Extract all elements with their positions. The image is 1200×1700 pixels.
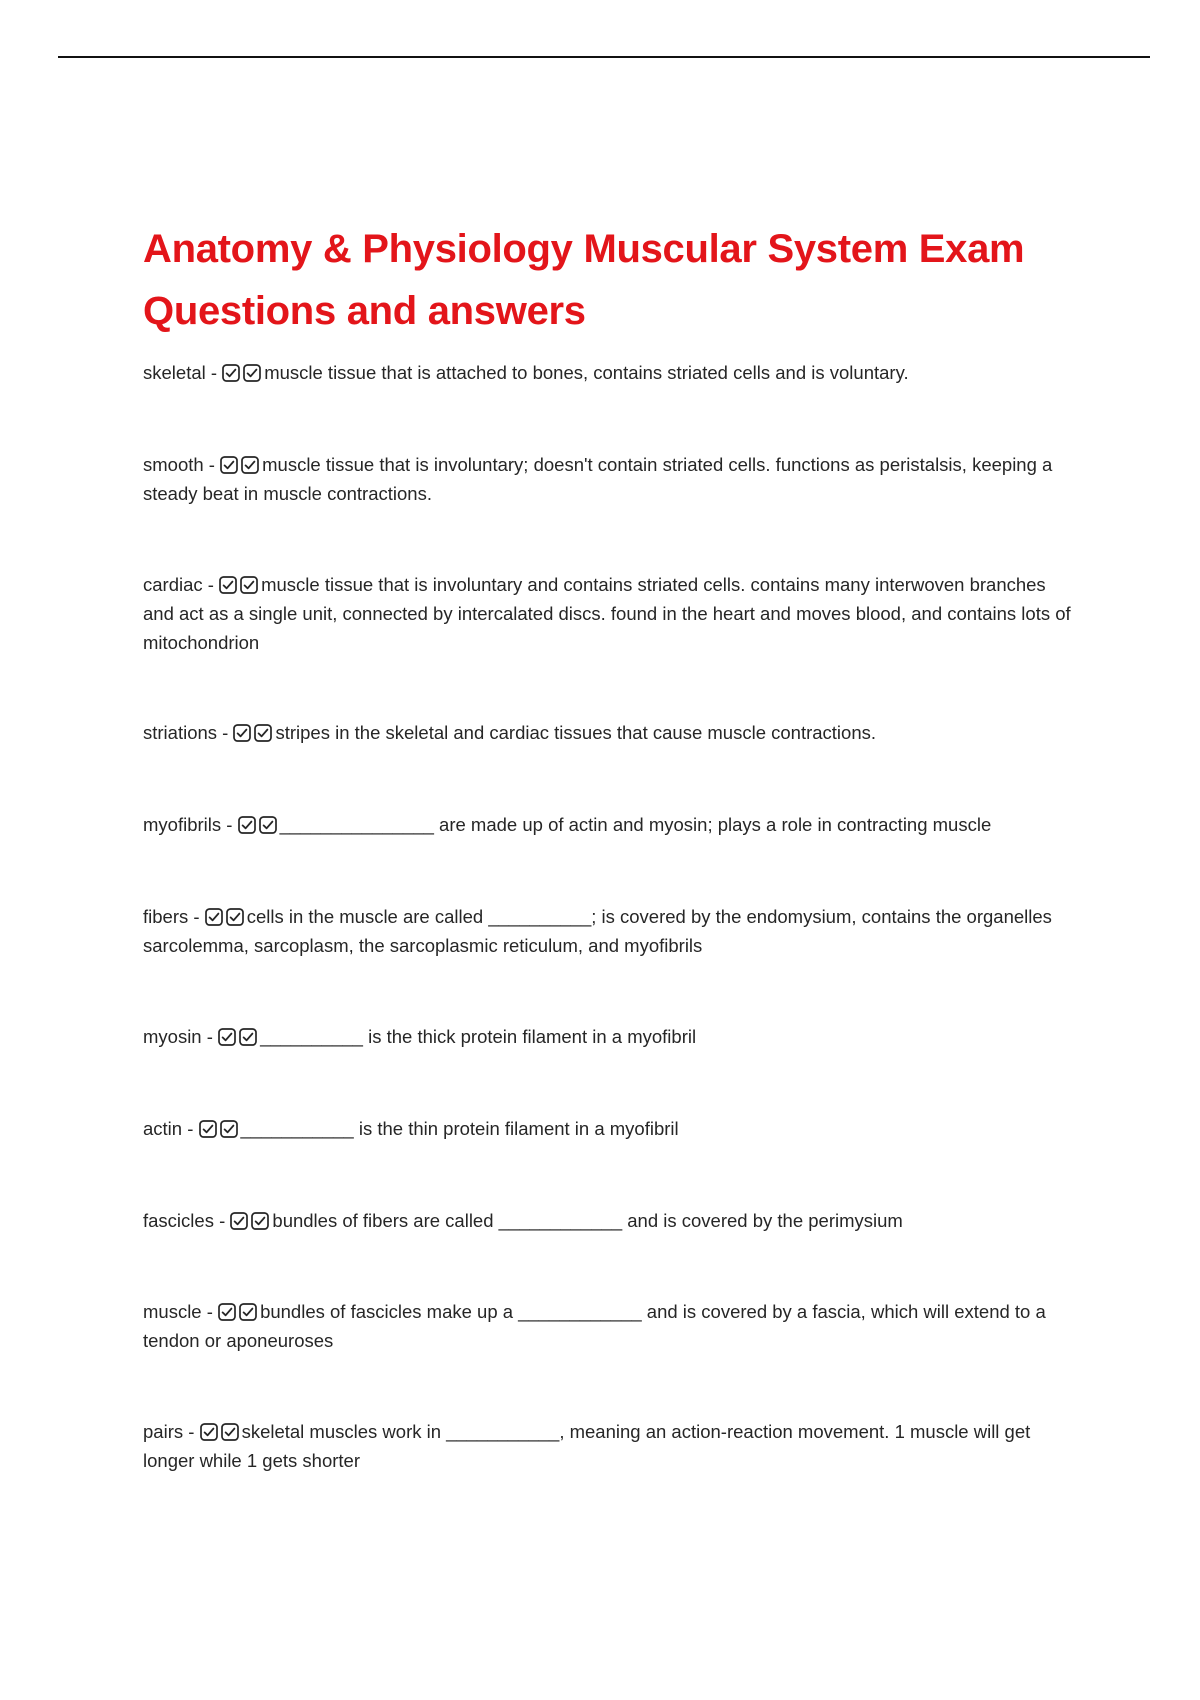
check-pair bbox=[205, 902, 247, 931]
checkbox-checked-icon bbox=[200, 1423, 218, 1441]
qa-separator: - bbox=[203, 454, 221, 475]
qa-answer: __________ is the thick protein filament in a myofibril bbox=[260, 1026, 697, 1047]
checkbox-checked-icon bbox=[222, 364, 240, 382]
checkbox-checked-icon bbox=[218, 1028, 236, 1046]
checkbox-checked-icon bbox=[259, 816, 277, 834]
check-pair bbox=[218, 1297, 260, 1326]
qa-answer: _______________ are made up of actin and myosin; plays a role in contracting muscle bbox=[279, 814, 992, 835]
qa-term: myosin bbox=[143, 1026, 202, 1047]
qa-term: fascicles bbox=[143, 1210, 214, 1231]
qa-item-skeletal bbox=[143, 358, 1073, 387]
qa-separator: - bbox=[183, 1421, 200, 1442]
check-pair bbox=[230, 1206, 272, 1235]
qa-separator: - bbox=[221, 814, 238, 835]
qa-item-striations bbox=[143, 718, 1073, 747]
qa-answer: cells in the muscle are called __________; is covered by the endomysium, contains the organelles sarcolemma, sarcoplasm, the sarcoplasmic reticulum, and myofibrils bbox=[143, 906, 1052, 956]
check-pair bbox=[238, 810, 280, 839]
qa-separator: - bbox=[213, 1210, 231, 1231]
checkbox-checked-icon bbox=[251, 1212, 269, 1230]
checkbox-checked-icon bbox=[254, 724, 272, 742]
qa-term: fibers bbox=[143, 906, 189, 927]
checkbox-checked-icon bbox=[221, 1423, 239, 1441]
checkbox-checked-icon bbox=[230, 1212, 248, 1230]
checkbox-checked-icon bbox=[219, 576, 237, 594]
qa-item-myofibrils bbox=[143, 810, 1073, 839]
qa-term: pairs bbox=[143, 1421, 184, 1442]
qa-answer: muscle tissue that is involuntary; doesn't contain striated cells. functions as peristalsis, keeping a steady beat in muscle contractions. bbox=[143, 454, 1053, 504]
checkbox-checked-icon bbox=[218, 1303, 236, 1321]
qa-separator: - bbox=[182, 1118, 199, 1139]
checkbox-checked-icon bbox=[205, 908, 223, 926]
qa-term: muscle bbox=[143, 1301, 202, 1322]
check-pair bbox=[200, 1417, 242, 1446]
qa-separator: - bbox=[188, 906, 205, 927]
qa-term: cardiac bbox=[143, 574, 203, 595]
qa-answer: muscle tissue that is attached to bones, contains striated cells and is voluntary. bbox=[264, 362, 909, 383]
checkbox-checked-icon bbox=[243, 364, 261, 382]
checkbox-checked-icon bbox=[226, 908, 244, 926]
qa-item-smooth bbox=[143, 450, 1073, 508]
qa-term: skeletal bbox=[143, 362, 206, 383]
qa-term: actin bbox=[143, 1118, 183, 1139]
checkbox-checked-icon bbox=[233, 724, 251, 742]
qa-answer: bundles of fibers are called ____________ and is covered by the perimysium bbox=[272, 1210, 903, 1231]
qa-separator: - bbox=[201, 1026, 219, 1047]
check-pair bbox=[233, 718, 275, 747]
qa-item-fascicles bbox=[143, 1206, 1073, 1235]
qa-separator: - bbox=[201, 1301, 219, 1322]
qa-separator: - bbox=[205, 362, 223, 383]
check-pair bbox=[222, 358, 264, 387]
qa-term: striations bbox=[143, 722, 218, 743]
checkbox-checked-icon bbox=[240, 576, 258, 594]
check-pair bbox=[218, 1022, 260, 1051]
checkbox-checked-icon bbox=[199, 1120, 217, 1138]
check-pair bbox=[219, 570, 261, 599]
qa-separator: - bbox=[202, 574, 220, 595]
qa-answer: muscle tissue that is involuntary and contains striated cells. contains many interwoven branches and act as a single unit, connected by intercalated discs. found in the heart and moves blood, and contains lots of mitochondrion bbox=[143, 574, 1071, 653]
document-title: Anatomy & Physiology Muscular System Exam Questions and answers bbox=[143, 227, 1025, 333]
qa-item-cardiac bbox=[143, 570, 1073, 657]
checkbox-checked-icon bbox=[239, 1303, 257, 1321]
checkbox-checked-icon bbox=[238, 816, 256, 834]
checkbox-checked-icon bbox=[241, 456, 259, 474]
checkbox-checked-icon bbox=[220, 456, 238, 474]
qa-answer: bundles of fascicles make up a ____________ and is covered by a fascia, which will extend to a tendon or aponeuroses bbox=[143, 1301, 1046, 1351]
qa-item-actin bbox=[143, 1114, 1073, 1143]
qa-separator: - bbox=[217, 722, 234, 743]
qa-term: smooth bbox=[143, 454, 204, 475]
checkbox-checked-icon bbox=[239, 1028, 257, 1046]
qa-item-fibers bbox=[143, 902, 1073, 960]
checkbox-checked-icon bbox=[220, 1120, 238, 1138]
qa-term: myofibrils bbox=[143, 814, 222, 835]
check-pair bbox=[199, 1114, 241, 1143]
qa-answer: skeletal muscles work in ___________, meaning an action-reaction movement. 1 muscle will get longer while 1 gets shorter bbox=[143, 1421, 1031, 1471]
qa-item-pairs bbox=[143, 1417, 1073, 1475]
qa-item-muscle bbox=[143, 1297, 1073, 1355]
qa-answer: stripes in the skeletal and cardiac tissues that cause muscle contractions. bbox=[275, 722, 877, 743]
top-rule bbox=[58, 56, 1150, 58]
qa-answer: ___________ is the thin protein filament in a myofibril bbox=[240, 1118, 679, 1139]
qa-item-myosin bbox=[143, 1022, 1073, 1051]
check-pair bbox=[220, 450, 262, 479]
